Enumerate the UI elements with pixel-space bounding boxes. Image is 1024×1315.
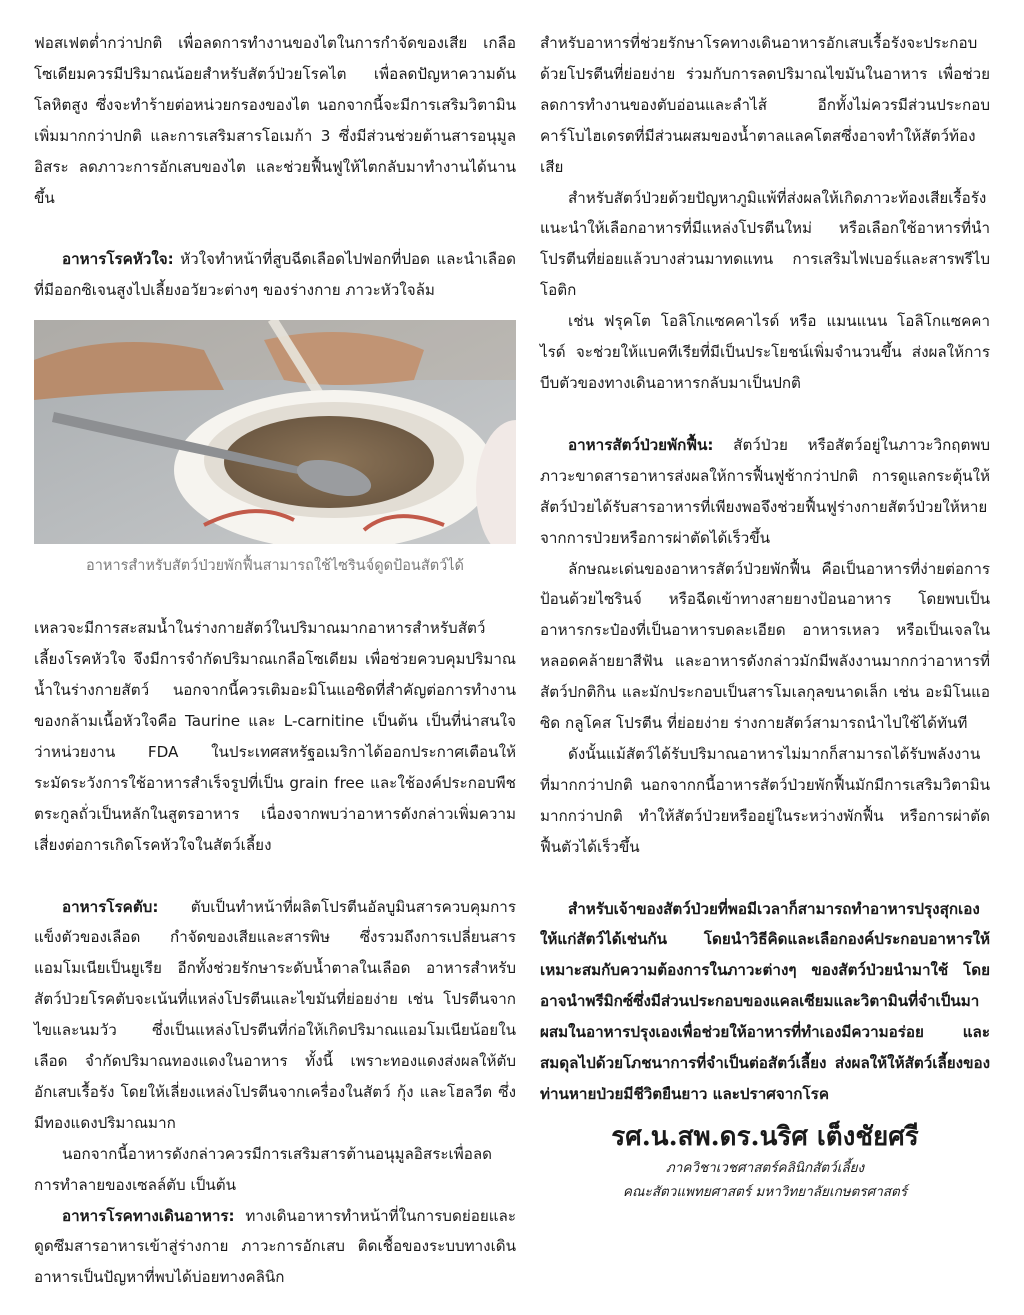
heart-continued-paragraph: เหลวจะมีการสะสมน้ำในร่างกายสัตว์ในปริมาณมากอาหารสำหรับสัตว์เลี้ยงโรคหัวใจ จึงมีการจำกัดปริมาณเกลือโซเดียม เพื่อช่วยควบคุมปริมาณน้ำในร่างกายสัตว์ นอกจากนี้ควรเติมอะมิโนแอซิดที่สำคัญต่อการทำงานของกล้ามเนื้อหัวใจคือ Taurine และ L-carnitine เป็นต้น เป็นที่น่าสนใจว่าหน่วยงาน FDA ในประเทศสหรัฐอเมริกาได้ออกประกาศเตือนให้ระมัดระวังการใช้อาหารสำเร็จรูปที่เป็น grain free และใช้องค์ประกอบพืชตระกูลถั่วเป็นหลักในสูตรอาหาร เนื่องจากพบว่าอาหารดังกล่าวเพิ่มความเสี่ยงต่อการเกิดโรคหัวใจในสัตว์เลี้ยง [34, 619, 516, 854]
gi-paragraph [34, 1201, 516, 1294]
kidney-paragraph: ฟอสเฟตต่ำกว่าปกติ เพื่อลดการทำงานของไตในการกำจัดของเสีย เกลือโซเดียมควรมีปริมาณน้อยสำหรับสัตว์ป่วยโรคไต เพื่อลดปัญหาความดันโลหิตสูง ซึ่งจะทำร้ายต่อหน่วยกรองของไต นอกจากนี้จะมีการเสริมวิตามินเพิ่มมากกว่าปกติ และการเสริมสารโอเมก้า 3 ซึ่งมีส่วนช่วยต้านสารอนุมูลอิสระ ลดภาวะการอักเสบของไต และช่วยฟื้นฟูให้ไตกลับมาทำงานได้นานขึ้น [34, 34, 516, 207]
recovery-features-paragraph: ลักษณะเด่นของอาหารสัตว์ป่วยพักฟื้น คือเป็นอาหารที่ง่ายต่อการป้อนด้วยไซรินจ์ หรือฉีดเข้าทางสายยางป้อนอาหาร โดยพบเป็นอาหารกระป๋องที่เป็นอาหารบดละเอียด อาหารเหลว หรือเป็นเจลในหลอดคล้ายยาสีฟัน และอาหารดังกล่าวมักมีพลังงานมากกว่าอาหารที่สัตว์ปกติกิน และมักประกอบเป็นสารโมเลกุลขนาดเล็ก เช่น อะมิโนแอซิด กลูโคส โปรตีน ที่ย่อยง่าย ร่างกายสัตว์สามารถนำไปใช้ได้ทันที [540, 559, 990, 733]
photo-caption: อาหารสำหรับสัตว์ป่วยพักฟื้นสามารถใช้ไซรินจ์ดูดป้อนสัตว์ได้ [86, 558, 464, 575]
heart-paragraph [34, 244, 516, 306]
recovery-heading: อาหารสัตว์ป่วยพักฟื้น: [568, 435, 714, 454]
heart-body: หัวใจทำหน้าที่สูบฉีดเลือดไปฟอกที่ปอด และนำเลือดที่มีออกซิเจนสูงไปเลี้ยงอวัยวะต่างๆ ของร่างกาย ภาวะหัวใจล้ม [34, 250, 516, 300]
prebiotic-paragraph: เช่น ฟรุคโต โอลิโกแซคคาไรด์ หรือ แมนแนน โอลิโกแซคคาไรด์ จะช่วยให้แบคทีเรียที่มีเป็นประโยชน์เพิ่มจำนวนขึ้น ส่งผลให้การบีบตัวของทางเดินอาหารกลับมาเป็นปกติ [540, 312, 990, 392]
liver-paragraph [34, 892, 516, 1139]
author-department: ภาควิชาเวชศาสตร์คลินิกสัตว์เลี้ยง [665, 1159, 865, 1176]
left-column [34, 28, 516, 1293]
author-faculty: คณะสัตวแพทยศาสตร์ มหาวิทยาลัยเกษตรศาสตร์ [622, 1183, 908, 1200]
liver-paragraph-2: นอกจากนี้อาหารดังกล่าวควรมีการเสริมสารต้านอนุมูลอิสระเพื่อลดการทำลายของเซลล์ตับ เป็นต้น [34, 1144, 493, 1194]
recovery-body: สัตว์ป่วย หรือสัตว์อยู่ในภาวะวิกฤตพบภาวะขาดสารอาหารส่งผลให้การฟื้นฟูช้ากว่าปกติ การดูแลกระตุ้นให้สัตว์ป่วยได้รับสารอาหารที่เพียงพอจึงช่วยฟื้นฟูร่างกายสัตว์ป่วยให้หายจากการป่วยหรือการผ่าตัดได้เร็วขึ้น [540, 435, 990, 547]
gi-body: ทางเดินอาหารทำหน้าที่ในการบดย่อยและดูดซึมสารอาหารเข้าสู่ร่างกาย ภาวะการอักเสบ ติดเชื้อของระบบทางเดินอาหารเป็นปัญหาที่พบได้บ่อยทางคลินิก [34, 1206, 516, 1287]
owner-advice-paragraph: สำหรับเจ้าของสัตว์ป่วยที่พอมีเวลาก็สามารถทำอาหารปรุงสุกเองให้แก่สัตว์ได้เช่นกัน โดยนำวิธีคิดและเลือกองค์ประกอบอาหารให้เหมาะสมกับความต้องการในภาวะต่างๆ ของสัตว์ป่วยนำมาใช้ โดยอาจนำพรีมิกซ์ซึ่งมีส่วนประกอบของแคลเซียมและวิตามินที่จำเป็นมาผสมในอาหารปรุงเองเพื่อช่วยให้อาหารที่ทำเองมีความอร่อย และสมดุลไปด้วยโภชนาการที่จำเป็นต่อสัตว์เลี้ยง ส่งผลให้ให้สัตว์เลี้ยงของท่านหายป่วยมีชีวิตยืนยาว และปราศจากโรค [540, 899, 990, 1103]
heart-heading: อาหารโรคหัวใจ: [62, 250, 174, 269]
gi-heading: อาหารโรคทางเดินอาหาร: [62, 1206, 235, 1225]
author-name: รศ.น.สพ.ดร.นริศ เต็งชัยศรี [611, 1121, 919, 1152]
allergy-paragraph: สำหรับสัตว์ป่วยด้วยปัญหาภูมิแพ้ที่ส่งผลให้เกิดภาวะท้องเสียเรื้อรัง แนะนำให้เลือกอาหารที่มีแหล่งโปรตีนใหม่ หรือเลือกใช้อาหารที่นำโปรตีนที่ย่อยแล้วบางส่วนมาทดแทน การเสริมไฟเบอร์และสารพรีไบโอติก [540, 188, 990, 300]
liver-body: ตับเป็นทำหน้าที่ผลิตโปรตีนอัลบูมินสารควบคุมการแข็งตัวของเลือด กำจัดของเสียและสารพิษ ซึ่งรวมถึงการเปลี่ยนสารแอมโมเนียเป็นยูเรีย อีกทั้งช่วยรักษาระดับน้ำตาลในเลือด อาหารสำหรับสัตว์ป่วยโรคตับจะเน้นที่แหล่งโปรตีนและไขมันที่ย่อยง่าย เช่น โปรตีนจากไขและนมวัว ซึ่งเป็นแหล่งโปรตีนที่ก่อให้เกิดปริมาณแอมโมเนียน้อยในเลือด จำกัดปริมาณทองแดงในอาหาร ทั้งนี้ เพราะทองแดงส่งผลให้ตับอักเสบเรื้อรัง โดยให้เลี่ยงแหล่งโปรตีนจากเครื่องในสัตว์ กุ้ง และโฮลวีต ซึ่งมีทองแดงปริมาณมาก [34, 897, 516, 1132]
right-column [540, 28, 990, 1204]
gi-chronic-paragraph: สำหรับอาหารที่ช่วยรักษาโรคทางเดินอาหารอักเสบเรื้อรังจะประกอบด้วยโปรตีนที่ย่อยง่าย ร่วมกับการลดปริมาณไขมันในอาหาร เพื่อช่วยลดการทำงานของตับอ่อนและลำไส้ อีกทั้งไม่ควรมีส่วนประกอบคาร์โบไฮเดรตที่มีส่วนผสมของน้ำตาลแลคโตสซึ่งอาจทำให้สัตว์ท้องเสีย [540, 34, 990, 176]
feeding-photo [34, 320, 516, 544]
recovery-paragraph [540, 430, 990, 554]
recovery-energy-paragraph: ดังนั้นแม้สัตว์ได้รับปริมาณอาหารไม่มากก็สามารถได้รับพลังงานที่มากกว่าปกติ นอกจากกนี้อาหารสัตว์ป่วยพักฟื้นมักมีการเสริมวิตามินมากกว่าปกติ ทำให้สัตว์ป่วยหรืออยู่ในระหว่างพักฟื้น หรือการผ่าตัด ฟื้นตัวได้เร็วขึ้น [540, 744, 990, 856]
liver-heading: อาหารโรคตับ: [62, 897, 159, 916]
